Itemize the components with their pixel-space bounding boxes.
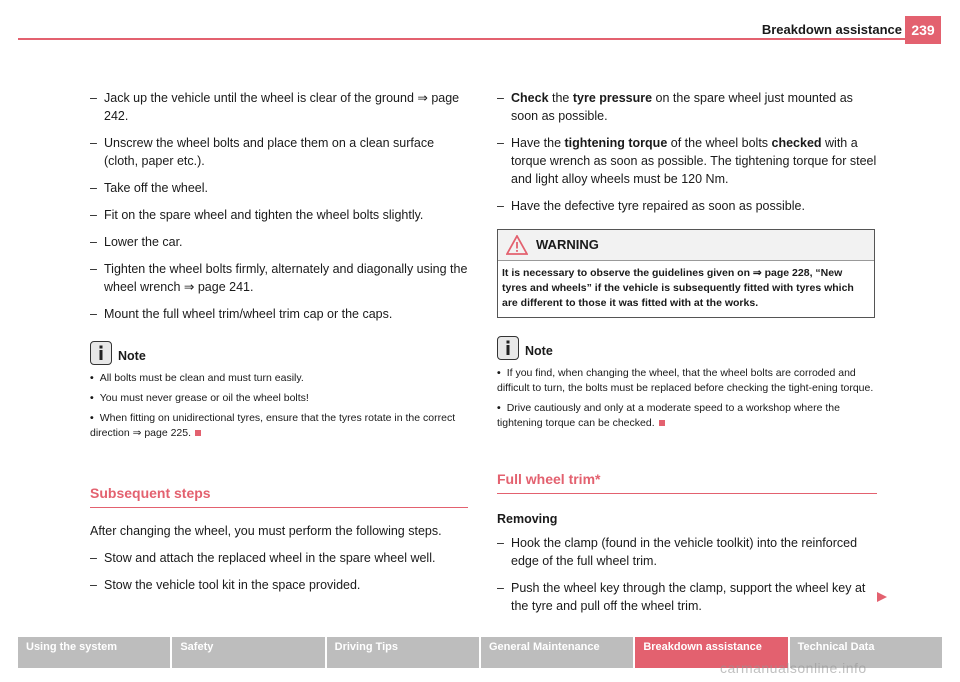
step-mount-trim: – Mount the full wheel trim/wheel trim cap or the caps. — [90, 305, 468, 323]
subsequent-steps-intro: After changing the wheel, you must perform the following steps. — [90, 524, 442, 538]
page-header-title: Breakdown assistance — [761, 22, 902, 37]
tab-breakdown-assistance[interactable]: Breakdown assistance — [635, 637, 787, 668]
step-repair-tyre: – Have the defective tyre repaired as soon as possible. — [497, 197, 877, 215]
step-unscrew-bolts: – Unscrew the wheel bolts and place them on a clean surface (cloth, paper etc.). — [90, 134, 468, 170]
right-column — [497, 89, 877, 624]
next-page-arrow-icon — [876, 591, 888, 603]
section-end-marker — [195, 430, 201, 436]
right-note-heading — [497, 336, 877, 360]
step-take-off-wheel: – Take off the wheel. — [90, 179, 468, 197]
full-wheel-trim-heading: Full wheel trim* — [497, 470, 877, 494]
removing-subheading: Removing — [497, 512, 558, 526]
step-check-torque: – Have the tightening torque of the wheel bolts checked with a torque wrench as soon as possible. The tightening torque for steel and light alloy wheels must be 120 Nm. — [497, 134, 877, 188]
step-push-wheel-key: – Push the wheel key through the clamp, support the wheel key at the tyre and pull off the wheel trim. — [497, 579, 877, 615]
header-divider — [18, 38, 941, 40]
note-icon — [497, 336, 519, 360]
section-end-marker — [659, 420, 665, 426]
note-icon — [90, 341, 112, 365]
tab-safety[interactable]: Safety — [172, 637, 324, 668]
right-note-item: • If you find, when changing the wheel, that the wheel bolts are corroded and difficult to turn, the bolts must be replaced before checking the tight-ening torque. — [497, 367, 874, 394]
tab-driving-tips[interactable]: Driving Tips — [327, 637, 479, 668]
watermark: carmanualsonline.info — [720, 660, 867, 676]
warning-triangle-icon — [506, 235, 528, 255]
tab-using-the-system[interactable]: Using the system — [18, 637, 170, 668]
warning-box — [497, 229, 875, 318]
step-stow-toolkit: – Stow the vehicle tool kit in the space provided. — [90, 576, 468, 594]
warning-title: WARNING — [536, 237, 599, 252]
subsequent-steps-heading: Subsequent steps — [90, 484, 468, 508]
warning-header — [498, 230, 874, 261]
warning-text: It is necessary to observe the guidelines given on ⇒ page 228, “New tyres and wheels” if the vehicle is subsequently fitted with tyres which are different to those it was fitted with at the works. — [502, 267, 854, 309]
left-note-item: • When fitting on unidirectional tyres, ensure that the tyres rotate in the correct direction ⇒ page 225. — [90, 412, 456, 439]
step-check-pressure: – Check the tyre pressure on the spare wheel just mounted as soon as possible. — [497, 89, 877, 125]
right-note-title: Note — [525, 344, 553, 358]
step-tighten-bolts: – Tighten the wheel bolts firmly, alternately and diagonally using the wheel wrench ⇒ page 241. — [90, 260, 468, 296]
step-jack-up: – Jack up the vehicle until the wheel is clear of the ground ⇒ page 242. — [90, 89, 468, 125]
step-hook-clamp: – Hook the clamp (found in the vehicle toolkit) into the reinforced edge of the full wheel trim. — [497, 534, 877, 570]
left-note-item: • All bolts must be clean and must turn easily. — [90, 372, 304, 384]
left-column — [90, 89, 468, 603]
tab-general-maintenance[interactable]: General Maintenance — [481, 637, 633, 668]
left-note-heading — [90, 341, 468, 365]
step-fit-spare: – Fit on the spare wheel and tighten the wheel bolts slightly. — [90, 206, 468, 224]
page-number-badge: 239 — [905, 16, 941, 44]
left-note-item: • You must never grease or oil the wheel bolts! — [90, 392, 309, 404]
left-note-title: Note — [118, 349, 146, 363]
step-stow-wheel: – Stow and attach the replaced wheel in the spare wheel well. — [90, 549, 468, 567]
right-note-item: • Drive cautiously and only at a moderate speed to a workshop where the tightening torque can be checked. — [497, 402, 840, 429]
tab-technical-data[interactable]: Technical Data — [790, 637, 942, 668]
step-lower-car: – Lower the car. — [90, 233, 468, 251]
